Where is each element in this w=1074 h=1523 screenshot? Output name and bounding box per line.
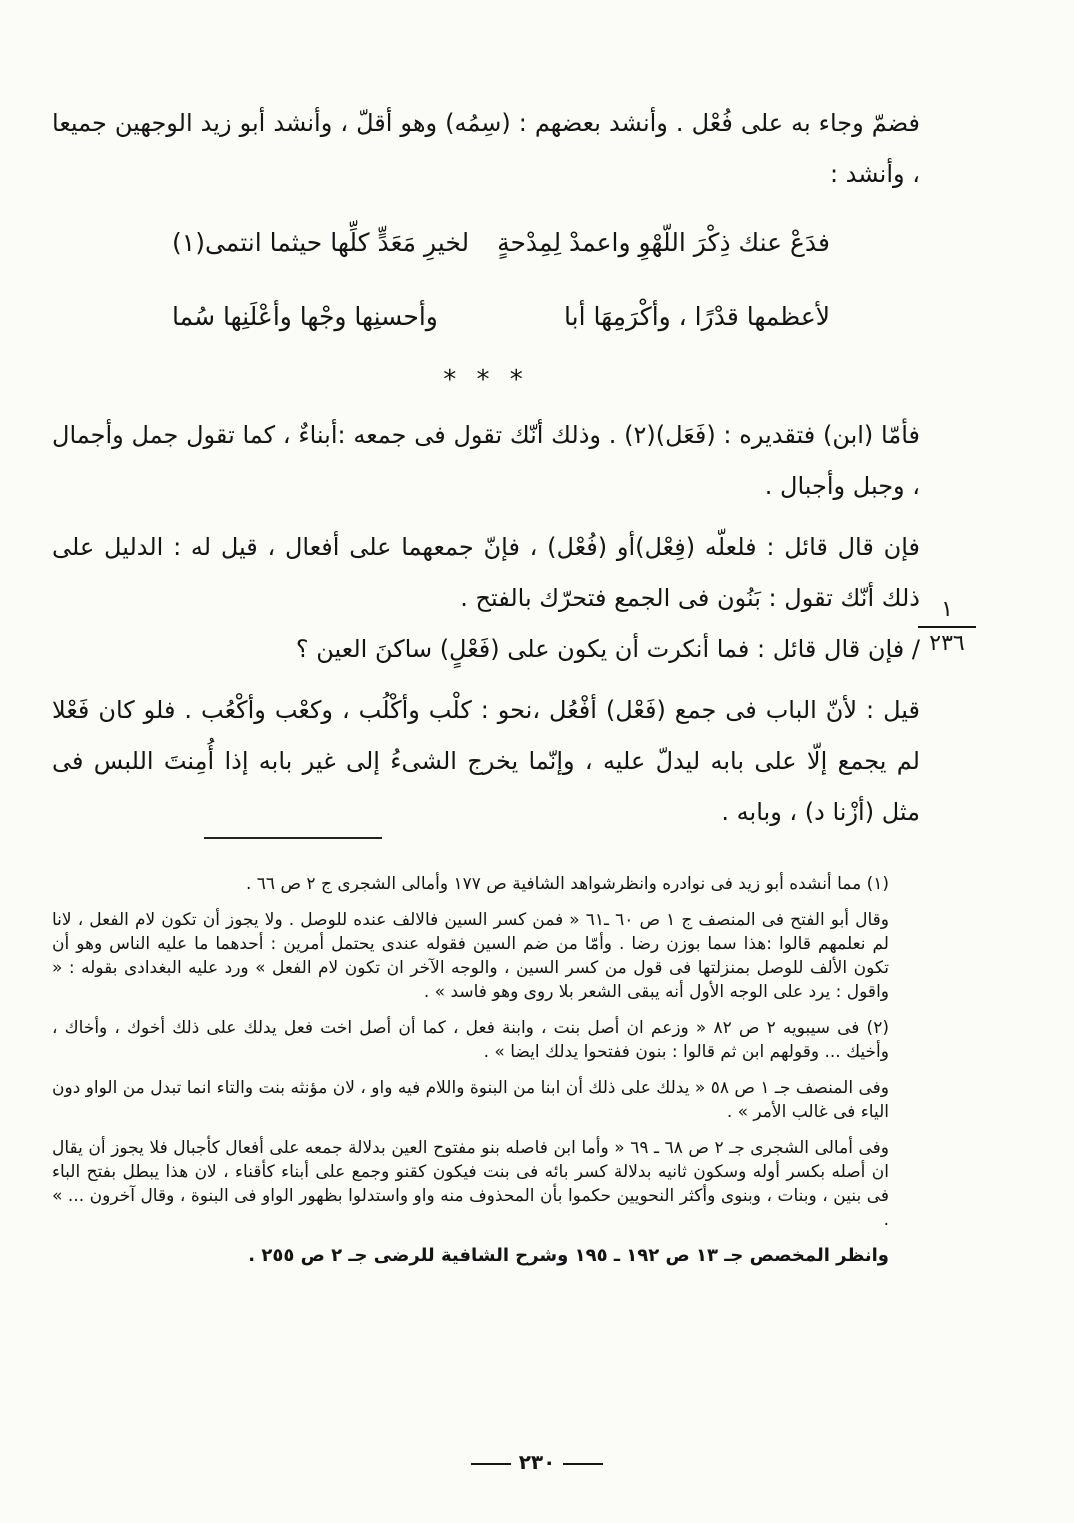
footnote-1-continued: وقال أبو الفتح فى المنصف ج ١ ص ٦٠ ـ٦١ « فمن كسر السين فالالف عنده للوصل . ولا يجوز أن تكون لام الفعل ، لانا لم نعلمهم قالوا :هذا سما بوزن رضا . وأمّا من ضم السين فقوله عندى يحتمل أمرين : أحدهما ما عليه الناس وهو أن تكون الألف للوصل بمنزلتها فى قول من كسر السين ، والوجه الآخر ان تكون لام الفعل » ورد عليه البغدادى بقوله : « واقول : يرد على الوجه الأول أنه يبقى الشعر بلا روى وهو فاسد » . bbox=[52, 910, 889, 1002]
paragraph-5: قيل : لأنّ الباب فى جمع (فَعْل) أفْعُل ،نحو : كلْب وأكْلُب ، وكعْب وأكْعُب . فلو كان فَعْلا لم يجمع إلّا على بابه ليدلّ عليه ، وإنّما يخرج الشىءُ إلى غير بابه إذا أُمِنتَ اللبس فى مثل (أزْنا د) ، وبابه . bbox=[52, 696, 920, 826]
verse-1-first-hemistich: فدَعْ عنك ذِكْرَ اللّهْوِ واعمدْ لِمِدْحةٍ bbox=[497, 228, 830, 257]
footnote-2: (٢) فى سيبويه ٢ ص ٨٢ « وزعم ان أصل بنت ، وابنة فعل ، كما أن أصل اخت فعل يدلك على ذلك أخوك ، وأخاك ، وأخيك ... وقولهم ابن ثم قالوا : بنون ففتحوا يدلك ايضا » . bbox=[52, 1018, 889, 1062]
margin-ref-bottom: ٢٣٦ bbox=[929, 631, 965, 656]
paragraph-3: فإن قال قائل : فلعلّه (فِعْل)أو (فُعْل) ، فإنّ جمعهما على أفعال ، قيل له : الدليل على ذلك أنّك تقول : بَنُون فى الجمع فتحرّك بالفتح . bbox=[52, 533, 920, 612]
margin-ref-top: ١ bbox=[941, 597, 953, 622]
verse-2-first-hemistich: لأعظمها قدْرًا ، وأكْرَمِهَا أبا bbox=[564, 302, 830, 331]
page-number-value: ٢٣٠ bbox=[518, 1450, 556, 1474]
verse-2-second-hemistich: وأحسنِها وجْها وأعْلَنِها سُما bbox=[172, 302, 438, 331]
section-divider-stars: * * * bbox=[443, 365, 529, 395]
margin-page-reference bbox=[918, 596, 976, 658]
verse-line-2 bbox=[172, 286, 830, 348]
paragraph-4: / فإن قال قائل : فما أنكرت أن يكون على (فَعْلٍ) ساكنَ العين ؟ bbox=[295, 635, 920, 663]
paragraph-1: فضمّ وجاء به على فُعْل . وأنشد بعضهم : (سِمُه) وهو أقلّ ، وأنشد أبو زيد الوجهين جميعا ، وأنشد : bbox=[52, 109, 920, 188]
main-text bbox=[52, 98, 920, 838]
footnotes bbox=[52, 872, 889, 1280]
footnote-2-references: وانظر المخصص جـ ١٣ ص ١٩٢ ـ ١٩٥ وشرح الشافية للرضى جـ ٢ ص ٢٥٥ . bbox=[248, 1245, 889, 1266]
margin-ref-divider bbox=[918, 626, 976, 628]
verse-line-1 bbox=[172, 212, 830, 274]
page-number bbox=[0, 1450, 1074, 1474]
footnote-1: (١) مما أنشده أبو زيد فى نوادره وانظرشواهد الشافية ص ١٧٧ وأمالى الشجرى ج ٢ ص ٦٦ . bbox=[245, 874, 889, 894]
verse-1-second-hemistich: لخيرِ مَعَدٍّ كلِّها حيثما انتمى(١) bbox=[172, 228, 470, 257]
footnote-2-amali: وفى أمالى الشجرى جـ ٢ ص ٦٨ ـ ٦٩ « وأما ابن فاصله بنو مفتوح العين بدلالة جمعه على أفعال كأجبال فلا يجوز أن يقال ان أصله بكسر أوله وسكون ثانيه بدلالة كسر بائه فى بنت فيكون كقنو وجمع على أبناء كأقناء ، لان هذا يبطل بفتح الباء فى بنين ، وبنات ، وبنوى وأكثر النحويين حكموا بأن المحذوف منه واو واستدلوا بظهور الواو فى البنوة ، وقال آخرون ... » . bbox=[52, 1138, 889, 1230]
footnote-separator bbox=[204, 837, 382, 839]
paragraph-2: فأمّا (ابن) فتقديره : (فَعَل)(٢) . وذلك أنّك تقول فى جمعه :أبناءٌ ، كما تقول جمل وأجمال ، وجبل وأجبال . bbox=[52, 421, 920, 500]
footnote-2-munsif: وفى المنصف جـ ١ ص ٥٨ « يدلك على ذلك أن ابنا من البنوة واللام فيه واو ، لان مؤنثه بنت والتاء انما تبدل من الواو دون الياء فى غالب الأمر » . bbox=[52, 1078, 889, 1122]
